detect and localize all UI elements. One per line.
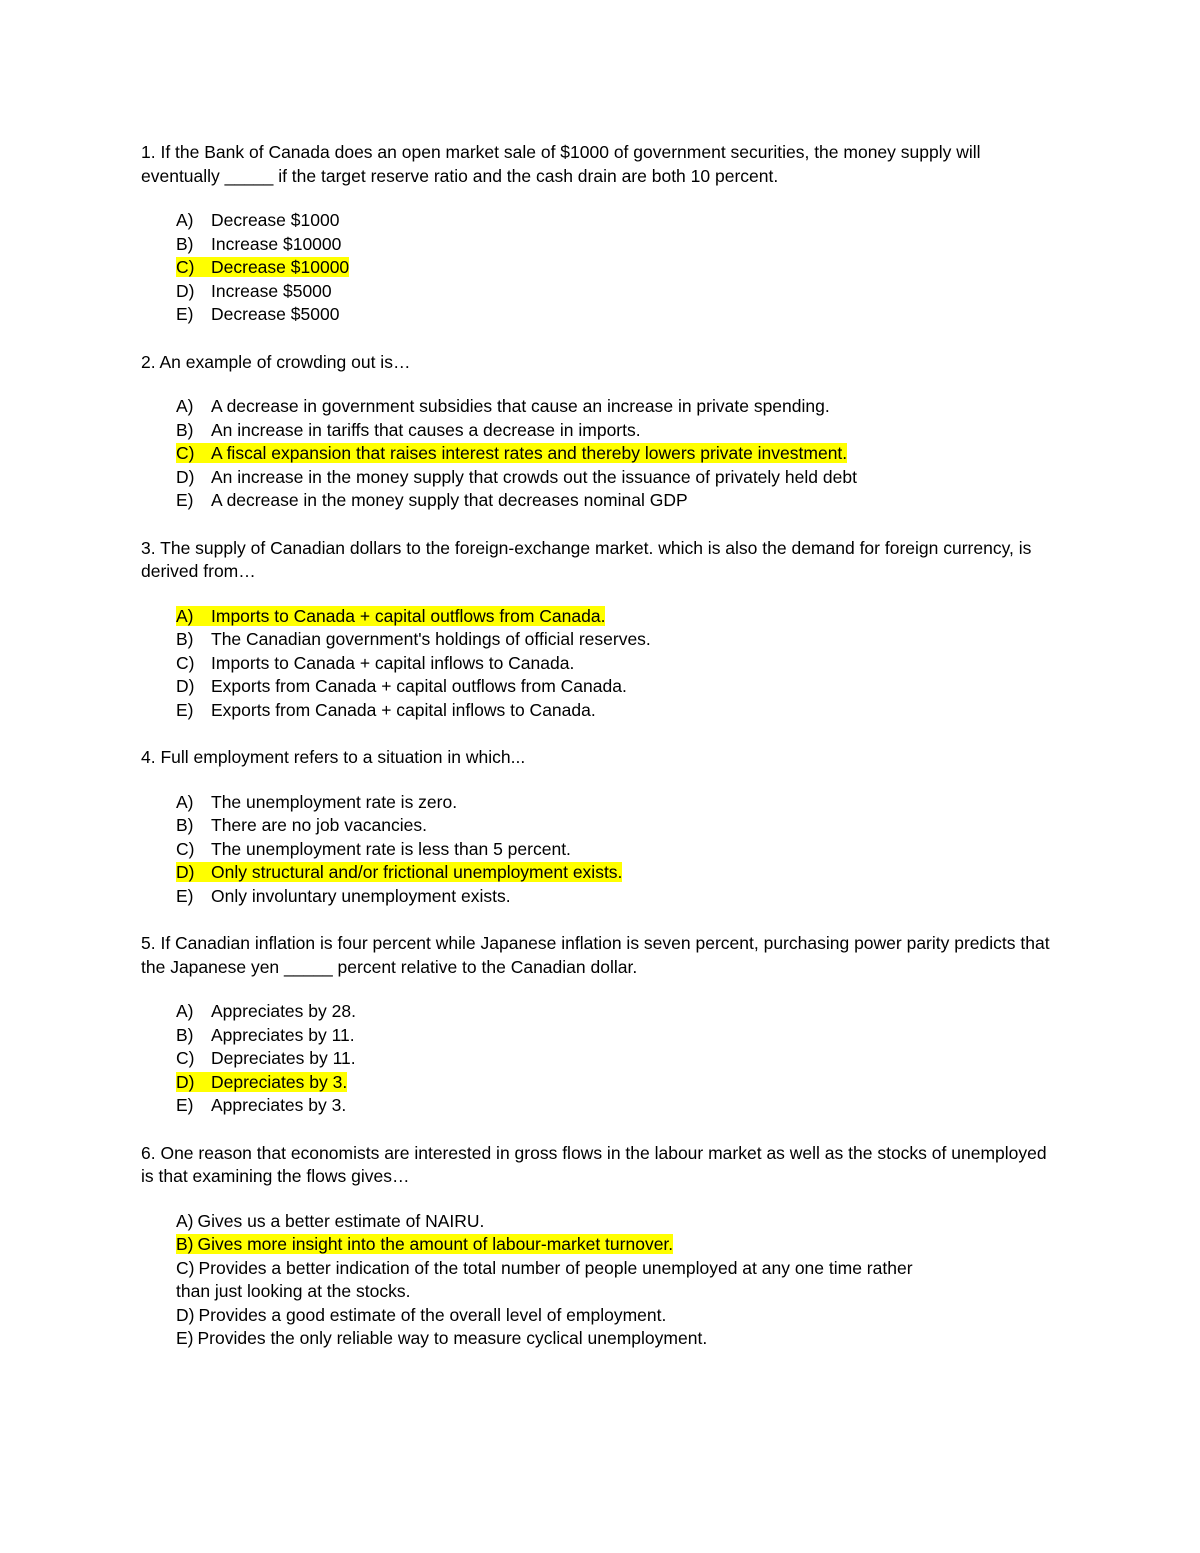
highlighted-answer — [176, 1234, 673, 1254]
answer-option-highlighted — [176, 256, 1061, 280]
option-text: There are no job vacancies. — [211, 815, 427, 835]
option-letter: C) — [176, 443, 195, 463]
option-letter: D) — [176, 466, 195, 487]
option-text: Decrease $5000 — [211, 304, 340, 324]
option-text: Increase $5000 — [211, 280, 332, 301]
option-letter: B) — [176, 233, 194, 254]
answer-option — [176, 303, 1061, 327]
option-letter: B) — [176, 419, 194, 440]
answer-option — [176, 1094, 1061, 1118]
question-5 — [141, 932, 1061, 1118]
option-letter: C) — [176, 652, 195, 673]
answer-options — [141, 605, 1061, 723]
option-letter: A) — [176, 396, 194, 416]
answer-option — [176, 675, 1061, 699]
option-text: Provides a better indication of the total number of people unemployed at any one time rather than just looking at the stocks. — [176, 1257, 913, 1301]
option-text: Depreciates by 3. — [211, 1071, 348, 1092]
option-text: A fiscal expansion that raises interest rates and thereby lowers private investment. — [211, 443, 848, 463]
answer-option — [176, 1210, 1061, 1234]
option-letter: C) — [176, 838, 195, 859]
answer-option — [176, 699, 1061, 723]
answer-options — [141, 1000, 1061, 1118]
option-text: Imports to Canada + capital outflows from Canada. — [211, 605, 606, 626]
option-text: An increase in tariffs that causes a decrease in imports. — [211, 419, 641, 440]
option-text: A decrease in the money supply that decreases nominal GDP — [211, 490, 688, 510]
option-letter: C) — [176, 1257, 195, 1278]
question-1 — [141, 141, 1061, 327]
option-letter: A) — [176, 1210, 194, 1231]
answer-option — [176, 814, 1061, 838]
option-text: Exports from Canada + capital inflows to Canada. — [211, 699, 596, 720]
option-text: Appreciates by 11. — [211, 1024, 355, 1045]
answer-option — [176, 466, 1061, 490]
answer-options — [141, 395, 1061, 513]
option-letter: B) — [176, 629, 194, 649]
option-letter: A) — [176, 605, 194, 626]
answer-options — [141, 1210, 1061, 1351]
highlighted-answer — [176, 862, 622, 882]
answer-option — [176, 395, 1061, 419]
option-text: Gives us a better estimate of NAIRU. — [197, 1210, 485, 1231]
question-stem: 2. An example of crowding out is… — [141, 351, 411, 372]
option-letter: D) — [176, 862, 195, 882]
answer-options — [141, 791, 1061, 909]
option-letter: D) — [176, 1304, 195, 1325]
option-letter: E) — [176, 885, 194, 906]
option-letter: B) — [176, 1234, 194, 1254]
answer-option — [176, 1000, 1061, 1024]
answer-option-highlighted — [176, 1071, 1061, 1095]
question-4 — [141, 746, 1061, 908]
answer-option-highlighted — [176, 442, 1061, 466]
highlighted-answer — [176, 443, 847, 463]
option-text: A decrease in government subsidies that cause an increase in private spending. — [211, 396, 830, 416]
question-stem: 5. If Canadian inflation is four percent while Japanese inflation is seven percent, purchasing power parity predicts that the Japanese yen _____ percent relative to the Canadian dollar. — [141, 933, 1050, 977]
option-letter: E) — [176, 304, 194, 324]
answer-option — [176, 791, 1061, 815]
answer-options — [141, 209, 1061, 327]
question-3 — [141, 537, 1061, 723]
answer-option — [176, 209, 1061, 233]
answer-option-highlighted — [176, 605, 1061, 629]
answer-option — [176, 1047, 1061, 1071]
option-letter: C) — [176, 257, 195, 277]
option-letter: C) — [176, 1048, 195, 1068]
highlighted-answer — [176, 606, 605, 626]
option-letter: E) — [176, 490, 194, 510]
option-text: Decrease $1000 — [211, 210, 340, 230]
option-letter: A) — [176, 1001, 194, 1021]
question-2 — [141, 351, 1061, 513]
option-text: Gives more insight into the amount of labour-market turnover. — [197, 1234, 674, 1254]
option-text: The unemployment rate is zero. — [211, 791, 458, 812]
answer-option — [176, 419, 1061, 443]
option-letter: B) — [176, 815, 194, 835]
answer-option — [176, 1327, 1061, 1351]
option-text: Appreciates by 3. — [211, 1095, 347, 1115]
option-letter: E) — [176, 1328, 194, 1348]
option-letter: A) — [176, 791, 194, 812]
option-text: Provides the only reliable way to measure cyclical unemployment. — [197, 1328, 708, 1348]
option-text: Increase $10000 — [211, 233, 342, 254]
answer-option-highlighted — [176, 1233, 1061, 1257]
option-text: An increase in the money supply that crowds out the issuance of privately held debt — [211, 466, 857, 487]
option-text: The Canadian government's holdings of official reserves. — [211, 629, 651, 649]
question-stem: 4. Full employment refers to a situation in which... — [141, 747, 526, 767]
option-letter: D) — [176, 280, 195, 301]
option-text: Exports from Canada + capital outflows from Canada. — [211, 676, 627, 696]
answer-option — [176, 1304, 1061, 1328]
question-stem: 3. The supply of Canadian dollars to the foreign-exchange market. which is also the demand for foreign currency, is derived from… — [141, 537, 1032, 581]
document-page — [141, 141, 1061, 1375]
answer-option — [176, 885, 1061, 909]
option-text: Provides a good estimate of the overall level of employment. — [198, 1304, 667, 1325]
option-text: Imports to Canada + capital inflows to Canada. — [211, 652, 575, 673]
answer-option — [176, 838, 1061, 862]
answer-option — [176, 280, 1061, 304]
option-text: Appreciates by 28. — [211, 1001, 356, 1021]
answer-option — [176, 489, 1061, 513]
answer-option — [176, 628, 1061, 652]
option-text: Decrease $10000 — [211, 257, 350, 277]
option-text: Depreciates by 11. — [211, 1048, 356, 1068]
answer-option — [176, 652, 1061, 676]
answer-option — [176, 1024, 1061, 1048]
answer-option-highlighted — [176, 861, 1061, 885]
option-text: The unemployment rate is less than 5 percent. — [211, 838, 571, 859]
option-letter: E) — [176, 1095, 194, 1115]
option-letter: D) — [176, 676, 195, 696]
option-text: Only involuntary unemployment exists. — [211, 885, 511, 906]
answer-option — [176, 1257, 926, 1304]
highlighted-answer — [176, 257, 349, 277]
option-letter: E) — [176, 699, 194, 720]
highlighted-answer — [176, 1072, 347, 1092]
option-text: Only structural and/or frictional unemployment exists. — [211, 862, 623, 882]
option-letter: B) — [176, 1024, 194, 1045]
question-stem: 1. If the Bank of Canada does an open market sale of $1000 of government securities, the money supply will eventually _____ if the target reserve ratio and the cash drain are both 10 percent. — [141, 142, 981, 186]
question-6 — [141, 1142, 1061, 1351]
question-stem: 6. One reason that economists are interested in gross flows in the labour market as well as the stocks of unemployed is that examining the flows gives… — [141, 1142, 1047, 1186]
option-letter: A) — [176, 210, 194, 230]
answer-option — [176, 233, 1061, 257]
option-letter: D) — [176, 1071, 195, 1092]
